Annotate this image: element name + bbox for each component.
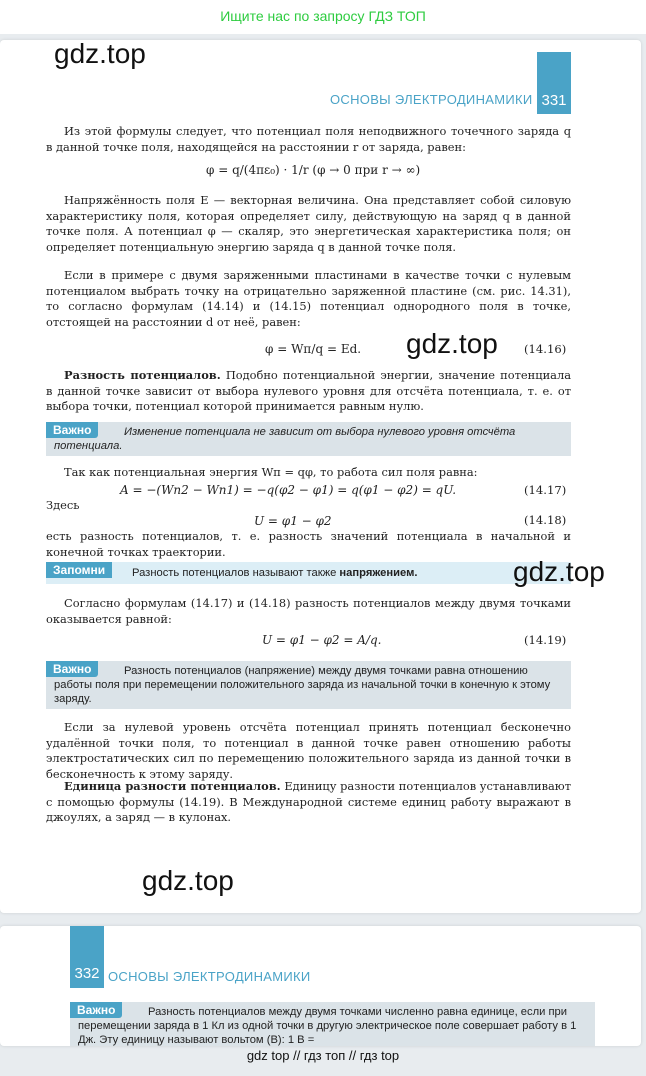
formula-voltage: U = φ1 − φ2	[254, 514, 332, 528]
watermark: gdz.top	[513, 556, 605, 587]
paragraph-9-text: Единицу разности потенциалов устанавливают с помощью формулы (14.19). В Международной системе единиц работу выражают в джоулях, а заряд — в кулонах.	[46, 779, 571, 825]
paragraph-3: Если в примере с двумя заряженными пластинами в качестве точки с нулевым потенциалом выбрать точку на отрицательно заряженной пластине (см. рис. 14.31), то согласно формулам (14.14) и (14.15) потенциал однородного поля в точке, отстоящей на расстоянии d от неё, равен:	[46, 268, 571, 329]
paragraph-9	[46, 779, 571, 826]
search-hint-link[interactable]: Ищите нас по запросу ГДЗ ТОП	[220, 8, 426, 24]
paragraph-1: Из этой формулы следует, что потенциал поля неподвижного точечного заряда q в данной точке поля, находящейся на расстоянии r от заряда, равен:	[46, 124, 571, 154]
remember-box-bold: напряжением.	[339, 567, 418, 579]
important-label: Важно	[70, 1002, 122, 1018]
watermark: gdz.top	[54, 38, 146, 69]
equation-number: (14.16)	[524, 342, 567, 356]
important-label: Важно	[46, 422, 98, 438]
paragraph-7: Согласно формулам (14.17) и (14.18) разность потенциалов между двумя точками оказывается равной:	[46, 596, 571, 626]
page-number: 332	[70, 926, 104, 988]
important-box-1	[46, 422, 571, 456]
footer-links[interactable]: gdz top // гдз топ // гдз top	[246, 1048, 400, 1063]
page-header-title: ОСНОВЫ ЭЛЕКТРОДИНАМИКИ	[108, 969, 311, 984]
important-box-text: Изменение потенциала не зависит от выбора нулевого уровня отсчёта потенциала.	[54, 426, 516, 452]
textbook-page-332	[0, 926, 641, 1046]
page-header-title: ОСНОВЫ ЭЛЕКТРОДИНАМИКИ	[330, 92, 533, 107]
textbook-page-331	[0, 40, 641, 913]
watermark: gdz.top	[406, 328, 498, 359]
paragraph-9-heading: Единица разности потенциалов.	[64, 779, 281, 793]
remember-box-text-wrap	[46, 562, 571, 584]
remember-box-text: Разность потенциалов называют также	[132, 567, 340, 579]
equation-number: (14.19)	[524, 633, 567, 647]
formula-voltage-work: U = φ1 − φ2 = A/q.	[262, 633, 382, 647]
paragraph-6: есть разность потенциалов, т. е. разность значений потенциала в начальной и конечной точках траектории.	[46, 529, 571, 559]
formula-work: A = −(Wп2 − Wп1) = −q(φ2 − φ1) = q(φ1 − φ2) = qU.	[120, 483, 457, 497]
formula-point-charge: φ = q/(4πε₀) · 1/r (φ → 0 при r → ∞)	[206, 163, 421, 177]
page-number: 331	[537, 52, 571, 114]
important-box-text: Разность потенциалов (напряжение) между двумя точками равна отношению работы поля при перемещении положительного заряда из начальной точки в конечную к этому заряду.	[54, 665, 551, 705]
important-box-2	[46, 661, 571, 709]
equation-number: (14.17)	[524, 483, 567, 497]
paragraph-2: Напряжённость поля E — векторная величина. Она представляет собой силовую характеристику поля, которая определяет силу, действующую на заряд q в данной точке поля. А потенциал φ — скаляр, это энергетическая характеристика поля; он определяет потенциальную энергию заряда q в данной точке поля.	[46, 193, 571, 254]
paragraph-4	[46, 368, 571, 415]
important-box-3	[70, 1002, 595, 1046]
paragraph-5: Так как потенциальная энергия Wп = qφ, то работа сил поля равна:	[64, 465, 478, 479]
important-label: Важно	[46, 661, 98, 677]
paragraph-4-text: Подобно потенциальной энергии, значение потенциала в данной точке зависит от выбора нулевого уровня для отсчёта потенциала, т. е. от выбора точки, потенциал которой принимается равным нулю.	[46, 368, 571, 414]
remember-box	[46, 562, 571, 584]
remember-label: Запомни	[46, 562, 112, 578]
top-banner	[0, 0, 646, 34]
paragraph-8: Если за нулевой уровень отсчёта потенциал принять потенциал бесконечно удалённой точки поля, то потенциал в данной точке равен отношению работы электростатических сил по перемещению положительного заряда из данной точки в бесконечность к этому заряду.	[46, 720, 571, 781]
watermark: gdz.top	[142, 865, 234, 896]
label-here: Здесь	[46, 498, 80, 512]
equation-number: (14.18)	[524, 513, 567, 527]
paragraph-4-heading: Разность потенциалов.	[64, 368, 221, 382]
formula-uniform-field: φ = Wп/q = Ed.	[265, 342, 362, 356]
important-box-text: Разность потенциалов между двумя точками численно равна единице, если при перемещении заряда в 1 Кл из одной точки в другую электрическое поле совершает работу в 1 Дж. Эту единицу называют вольтом (В): 1 В =	[78, 1006, 577, 1046]
